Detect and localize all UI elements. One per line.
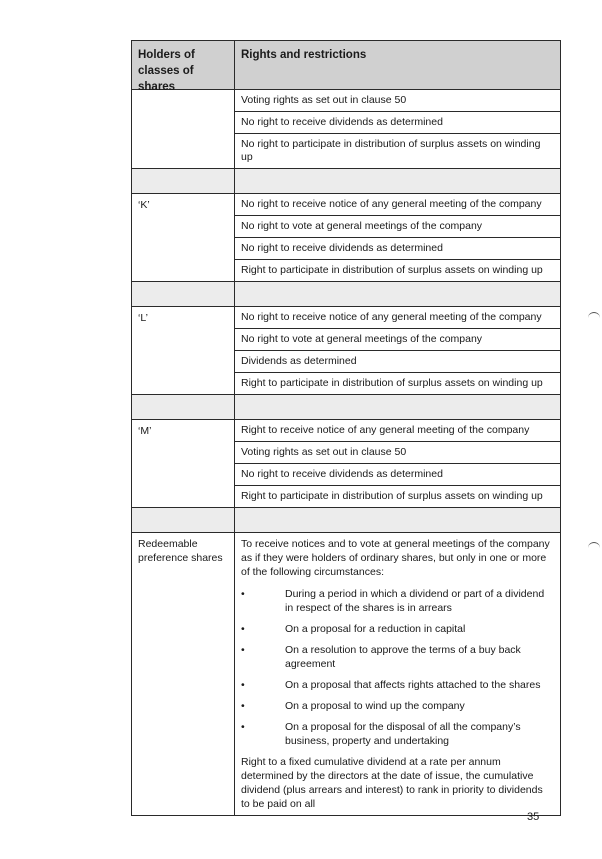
right-item: Dividends as determined bbox=[235, 351, 560, 373]
right-item: No right to participate in distribution of surplus assets on winding up bbox=[241, 138, 541, 163]
bullet-icon: • bbox=[241, 679, 245, 691]
bullet-icon: • bbox=[241, 623, 245, 635]
header-rights: Rights and restrictions bbox=[241, 49, 367, 61]
bullet-item: • On a proposal to wind up the company bbox=[241, 700, 465, 712]
spacer-row bbox=[132, 282, 560, 307]
share-class-row bbox=[132, 90, 560, 169]
share-class-label: Redeemable preference shares bbox=[138, 538, 223, 564]
right-item: Right to participate in distribution of surplus assets on winding up bbox=[241, 490, 543, 502]
bullet-icon: • bbox=[241, 644, 245, 656]
share-class-label: ‘L’ bbox=[138, 312, 148, 324]
share-class-row-l bbox=[132, 307, 560, 395]
right-item: Voting rights as set out in clause 50 bbox=[235, 90, 560, 112]
bullet-icon: • bbox=[241, 721, 245, 733]
redeemable-intro: To receive notices and to vote at general meetings of the company as if they were holders of ordinary shares, but only in one or more of the following circumstances: bbox=[241, 538, 550, 578]
bullet-item: • On a proposal that affects rights attached to the shares bbox=[241, 679, 541, 691]
right-item: Right to participate in distribution of surplus assets on winding up bbox=[241, 264, 543, 276]
spacer-row bbox=[132, 395, 560, 420]
share-rights-table bbox=[131, 40, 561, 816]
redeemable-dividend: Right to a fixed cumulative dividend at a rate per annum determined by the directors at the date of issue, the cumulative dividend (plus arrears and interest) to rank in priority to dividends to be paid on all bbox=[241, 756, 543, 810]
share-class-label: ‘M’ bbox=[138, 425, 152, 437]
bullet-icon: • bbox=[241, 588, 245, 600]
share-class-row-redeemable bbox=[132, 533, 560, 815]
scan-mark-icon bbox=[588, 312, 600, 321]
share-class-row-m bbox=[132, 420, 560, 508]
share-class-label: ‘K’ bbox=[138, 199, 150, 211]
right-item: Right to receive notice of any general meeting of the company bbox=[235, 420, 560, 442]
share-class-row-k bbox=[132, 194, 560, 282]
right-item: No right to receive notice of any general meeting of the company bbox=[235, 194, 560, 216]
bullet-item: • On a resolution to approve the terms of a buy back agreement bbox=[241, 644, 521, 670]
right-item: No right to receive dividends as determined bbox=[235, 238, 560, 260]
share-class-label bbox=[132, 90, 234, 98]
right-item: No right to vote at general meetings of the company bbox=[235, 329, 560, 351]
header-holders: Holders of classes of shares bbox=[132, 41, 235, 89]
bullet-item: • On a proposal for the disposal of all the company’s business, property and undertaking bbox=[241, 721, 521, 747]
table-header bbox=[132, 41, 560, 93]
right-item: No right to receive dividends as determined bbox=[235, 464, 560, 486]
right-item: No right to receive notice of any general meeting of the company bbox=[235, 307, 560, 329]
scan-mark-icon bbox=[588, 542, 600, 551]
page-number: 35 bbox=[527, 811, 540, 823]
right-item: Right to participate in distribution of surplus assets on winding up bbox=[241, 377, 543, 389]
right-item: Voting rights as set out in clause 50 bbox=[235, 442, 560, 464]
spacer-row bbox=[132, 508, 560, 533]
right-item: No right to receive dividends as determined bbox=[235, 112, 560, 134]
right-item: No right to vote at general meetings of the company bbox=[235, 216, 560, 238]
spacer-row bbox=[132, 169, 560, 194]
bullet-icon: • bbox=[241, 700, 245, 712]
bullet-item: • During a period in which a dividend or part of a dividend in respect of the shares is in arrears bbox=[241, 588, 545, 614]
bullet-item: • On a proposal for a reduction in capital bbox=[241, 623, 466, 635]
